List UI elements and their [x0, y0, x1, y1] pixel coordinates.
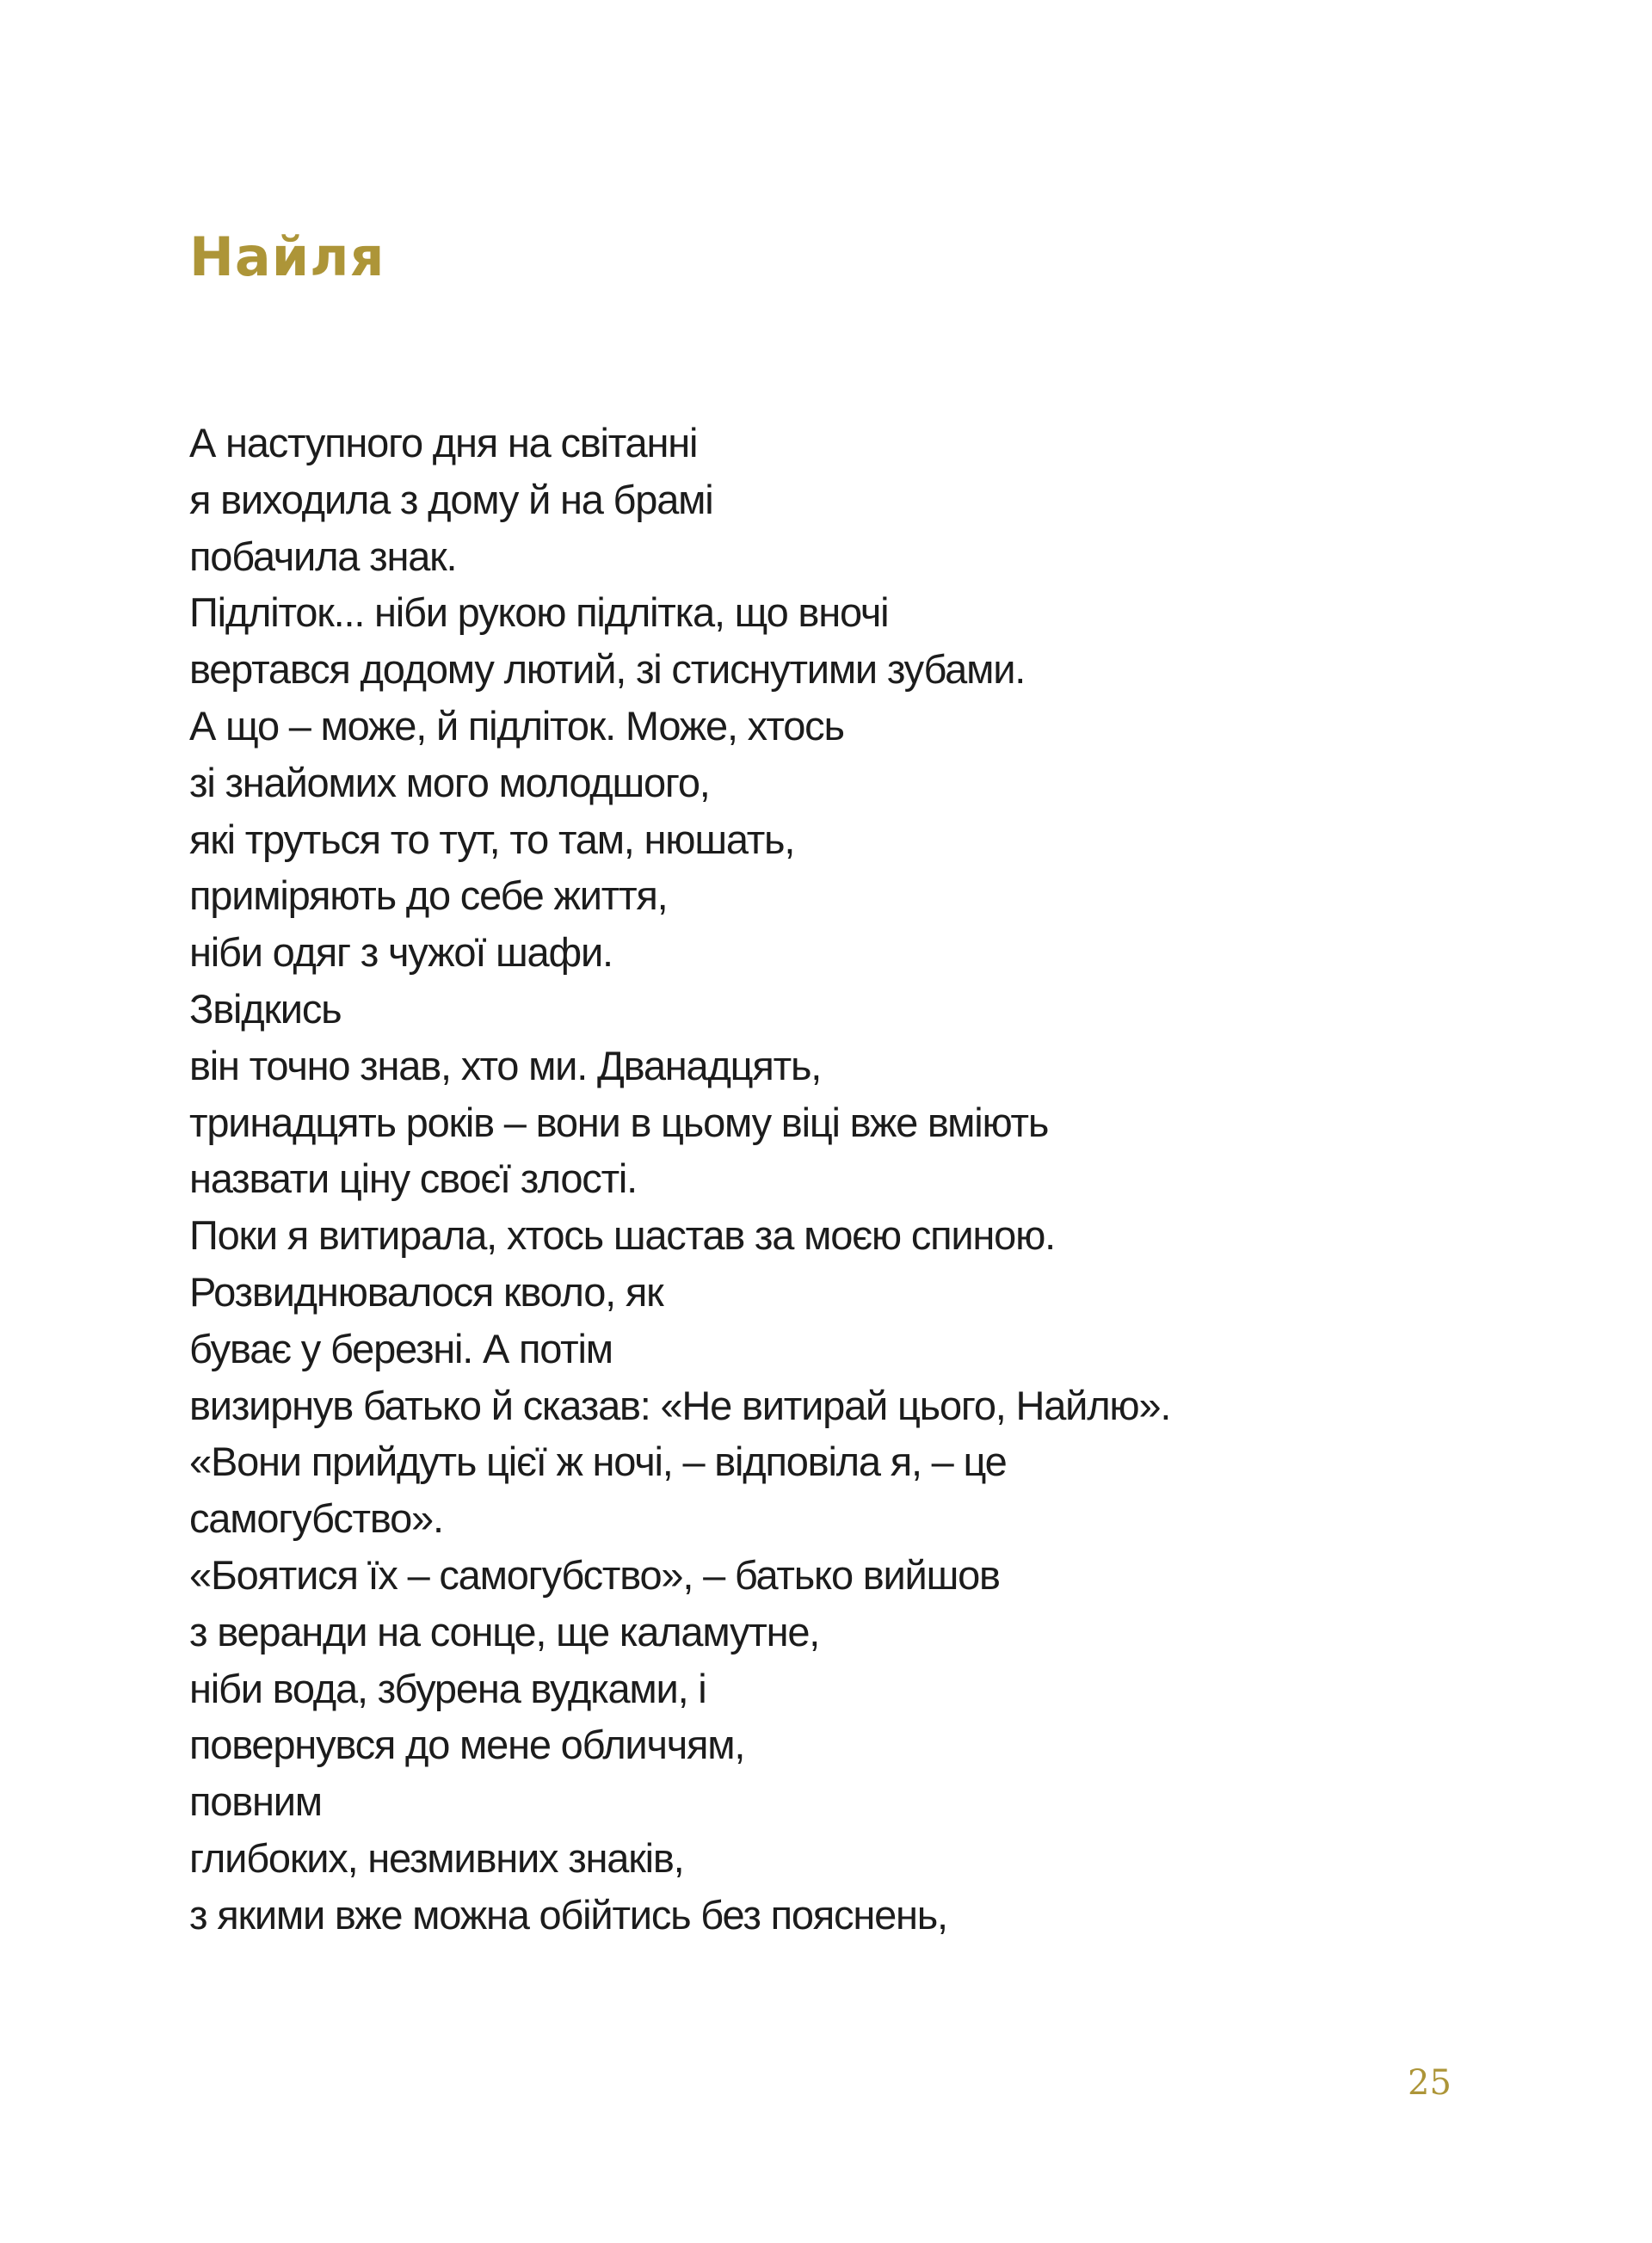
chapter-title: Найля [189, 225, 385, 288]
poem-line: я виходила з дому й на брамі [189, 476, 713, 522]
poem-line: Поки я витирала, хтось шастав за моєю спиною. [189, 1212, 1056, 1259]
poem-line: Підліток... ніби рукою підлітка, що вночі [189, 589, 889, 636]
poem-line: він точно знав, хто ми. Дванадцять, [189, 1042, 822, 1088]
poem-line: приміряють до себе життя, [189, 872, 668, 919]
poem-line: буває у березні. А потім [189, 1325, 613, 1371]
poem-text [189, 415, 1170, 1944]
poem-line: самогубство». [189, 1495, 443, 1542]
poem-line: тринадцять років – вони в цьому віці вже вміють [189, 1099, 1049, 1145]
poem-line: побачила знак. [189, 533, 457, 579]
poem-line: А що – може, й підліток. Може, хтось [189, 702, 844, 749]
poem-line: повернувся до мене обличчям, [189, 1722, 745, 1768]
poem-line: які труться то тут, то там, нюшать, [189, 816, 795, 862]
poem-line: визирнув батько й сказав: «Не витирай цього, Найлю». [189, 1382, 1171, 1428]
page-number: 25 [1408, 2063, 1452, 2103]
poem-line: з веранди на сонце, ще каламутне, [189, 1608, 820, 1655]
poem-line: «Боятися їх – самогубство», – батько вийшов [189, 1551, 1000, 1598]
poem-line: зі знайомих мого молодшого, [189, 759, 710, 805]
poem-line: А наступного дня на світанні [189, 420, 698, 465]
poem-line: Звідкись [189, 985, 342, 1032]
poem-line: з якими вже можна обійтись без пояснень, [189, 1891, 947, 1938]
poem-line: назвати ціну своєї злості. [189, 1155, 637, 1202]
poem-line: Розвиднювалося кволо, як [189, 1268, 663, 1315]
poem-line: «Вони прийдуть цієї ж ночі, – відповіла я, – це [189, 1439, 1007, 1485]
poem-line: ніби вода, збурена вудками, і [189, 1665, 706, 1711]
poem-line: повним [189, 1778, 322, 1825]
poem-line: вертався додому лютий, зі стиснутими зубами. [189, 646, 1026, 693]
poem-line: ніби одяг з чужої шафи. [189, 929, 613, 976]
poem-line: глибоких, незмивних знаків, [189, 1834, 684, 1881]
